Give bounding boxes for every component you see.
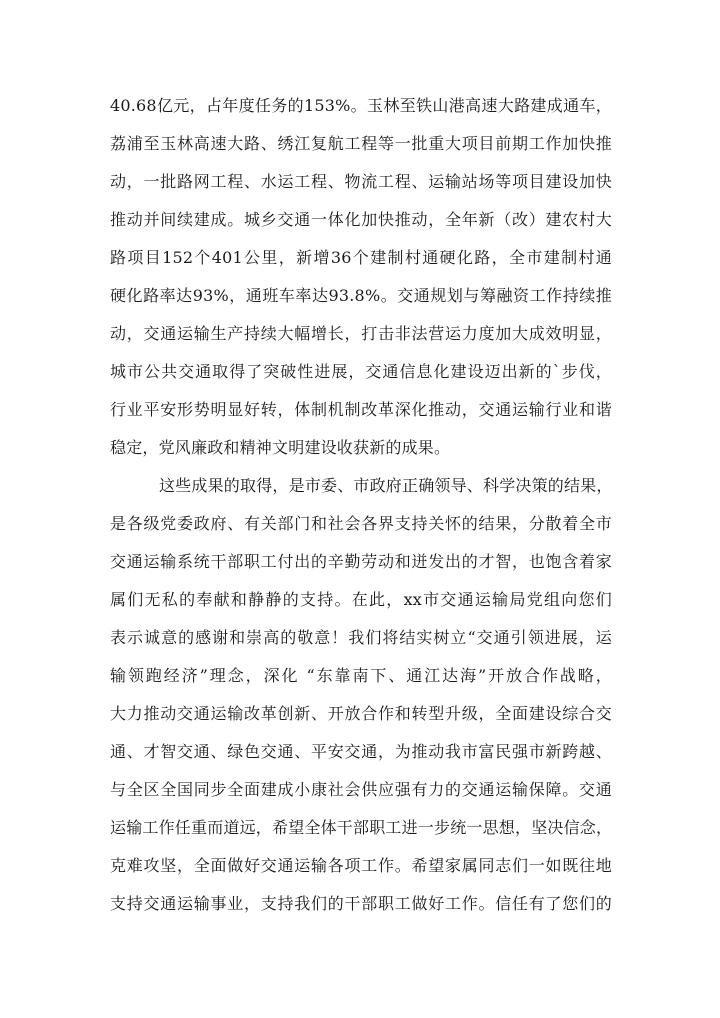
text-line: 输领跑经济”理念，深化 “东靠南下、通江达海”开放合作战略， (110, 666, 612, 685)
text-line: 与全区全国同步全面建成小康社会供应强有力的交通运输保障。交通 (110, 780, 612, 799)
text-line: 这些成果的取得，是市委、市政府正确领导、科学决策的结果， (159, 476, 613, 495)
text-line: 城市公共交通取得了突破性进展，交通信息化建设迈出新的`步伐， (110, 362, 612, 381)
text-line: 支持交通运输事业，支持我们的干部职工做好工作。信任有了您们的 (110, 894, 612, 913)
text-line: 推动并间续建成。城乡交通一体化加快推动，全年新（改）建农村大 (110, 210, 612, 229)
text-line: 通、才智交通、绿色交通、平安交通，为推动我市富民强市新跨越、 (110, 742, 612, 761)
text-line: 表示诚意的感谢和崇高的敬意！我们将结实树立“交通引领进展，运 (110, 628, 612, 647)
text-line: 动，交通运输生产持续大幅增长，打击非法营运力度加大成效明显， (110, 324, 612, 343)
text-line: 运输工作任重而道远，希望全体干部职工进一步统一思想，坚决信念， (110, 818, 613, 837)
text-line: 大力推动交通运输改革创新、开放合作和转型升级，全面建设综合交 (110, 704, 612, 723)
text-line: 动，一批路网工程、水运工程、物流工程、运输站场等项目建设加快 (110, 172, 612, 191)
text-line: 行业平安形势明显好转，体制机制改革深化推动，交通运输行业和谐 (110, 400, 612, 419)
text-line: 克难攻坚，全面做好交通运输各项工作。希望家属同志们一如既往地 (110, 856, 612, 875)
text-line: 交通运输系统干部职工付出的辛勤劳动和迸发出的才智，也饱含着家 (110, 552, 612, 571)
text-line: 是各级党委政府、有关部门和社会各界支持关怀的结果，分散着全市 (110, 514, 612, 533)
text-line: 硬化路率达93%，通班车率达93.8%。交通规划与筹融资工作持续推 (110, 286, 612, 305)
text-line: 路项目152个401公里，新增36个建制村通硬化路，全市建制村通 (110, 248, 612, 267)
text-line: 40.68亿元，占年度任务的153%。玉林至铁山港高速大路建成通车， (110, 96, 612, 115)
text-line: 稳定，党风廉政和精神文明建设收获新的成果。 (110, 438, 451, 457)
text-line: 荔浦至玉林高速大路、绣江复航工程等一批重大项目前期工作加快推 (110, 134, 612, 153)
text-line: 属们无私的奉献和静静的支持。在此，xx市交通运输局党组向您们 (110, 590, 612, 609)
